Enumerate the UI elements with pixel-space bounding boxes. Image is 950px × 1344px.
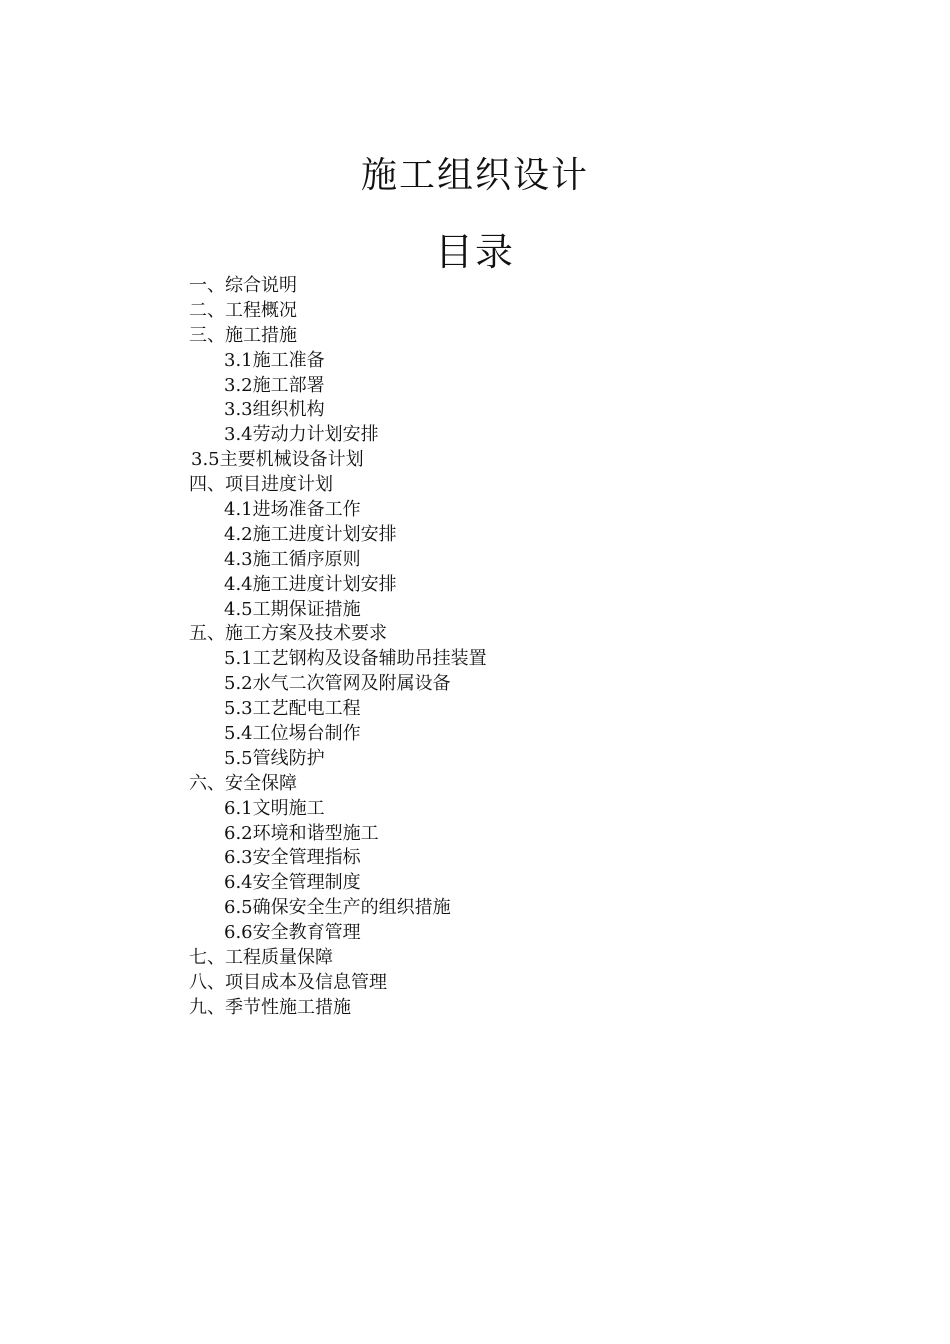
toc-item-6-2: 6.2环境和谐型施工 xyxy=(224,822,379,844)
toc-item-1: 一、综合说明 xyxy=(189,275,297,296)
toc-item-5-2: 5.2水气二次管网及附属设备 xyxy=(224,673,451,695)
toc-item-5-5: 5.5管线防护 xyxy=(224,747,325,769)
toc-item-3-4: 3.4劳动力计划安排 xyxy=(224,424,379,446)
toc-item-5: 五、施工方案及技术要求 xyxy=(189,623,387,645)
toc-item-6: 六、安全保障 xyxy=(189,772,297,794)
toc-item-5-3: 5.3工艺配电工程 xyxy=(224,698,361,720)
toc-item-3: 三、施工措施 xyxy=(189,324,297,346)
toc-item-4-3: 4.3施工循序原则 xyxy=(224,548,361,570)
toc-item-4-2: 4.2施工进度计划安排 xyxy=(224,523,397,545)
toc-item-6-6: 6.6安全教育管理 xyxy=(224,922,361,944)
toc-heading: 目录 xyxy=(434,230,515,274)
toc-item-8: 八、项目成本及信息管理 xyxy=(189,971,387,993)
toc-item-6-3: 6.3安全管理指标 xyxy=(224,847,361,869)
toc-item-2: 二、工程概况 xyxy=(189,299,297,321)
toc-item-5-1: 5.1工艺钢构及设备辅助吊挂装置 xyxy=(224,648,487,670)
toc-item-3-5: 3.5主要机械设备计划 xyxy=(191,449,364,471)
toc-item-3-1: 3.1施工准备 xyxy=(224,349,325,371)
toc-item-4: 四、项目进度计划 xyxy=(189,474,333,496)
document-title: 施工组织设计 xyxy=(360,155,589,197)
table-of-contents xyxy=(0,274,950,1021)
toc-item-6-1: 6.1文明施工 xyxy=(224,797,325,819)
toc-item-4-1: 4.1进场准备工作 xyxy=(224,499,361,521)
toc-item-9: 九、季节性施工措施 xyxy=(189,996,351,1018)
toc-item-6-4: 6.4安全管理制度 xyxy=(224,872,361,894)
toc-item-4-4: 4.4施工进度计划安排 xyxy=(224,573,397,595)
toc-item-6-5: 6.5确保安全生产的组织措施 xyxy=(224,897,451,919)
toc-item-4-5: 4.5工期保证措施 xyxy=(224,598,361,620)
toc-item-3-2: 3.2施工部署 xyxy=(224,374,325,396)
toc-item-3-3: 3.3组织机构 xyxy=(224,399,325,421)
toc-item-5-4: 5.4工位埸台制作 xyxy=(224,723,361,745)
toc-item-7: 七、工程质量保障 xyxy=(189,947,333,969)
